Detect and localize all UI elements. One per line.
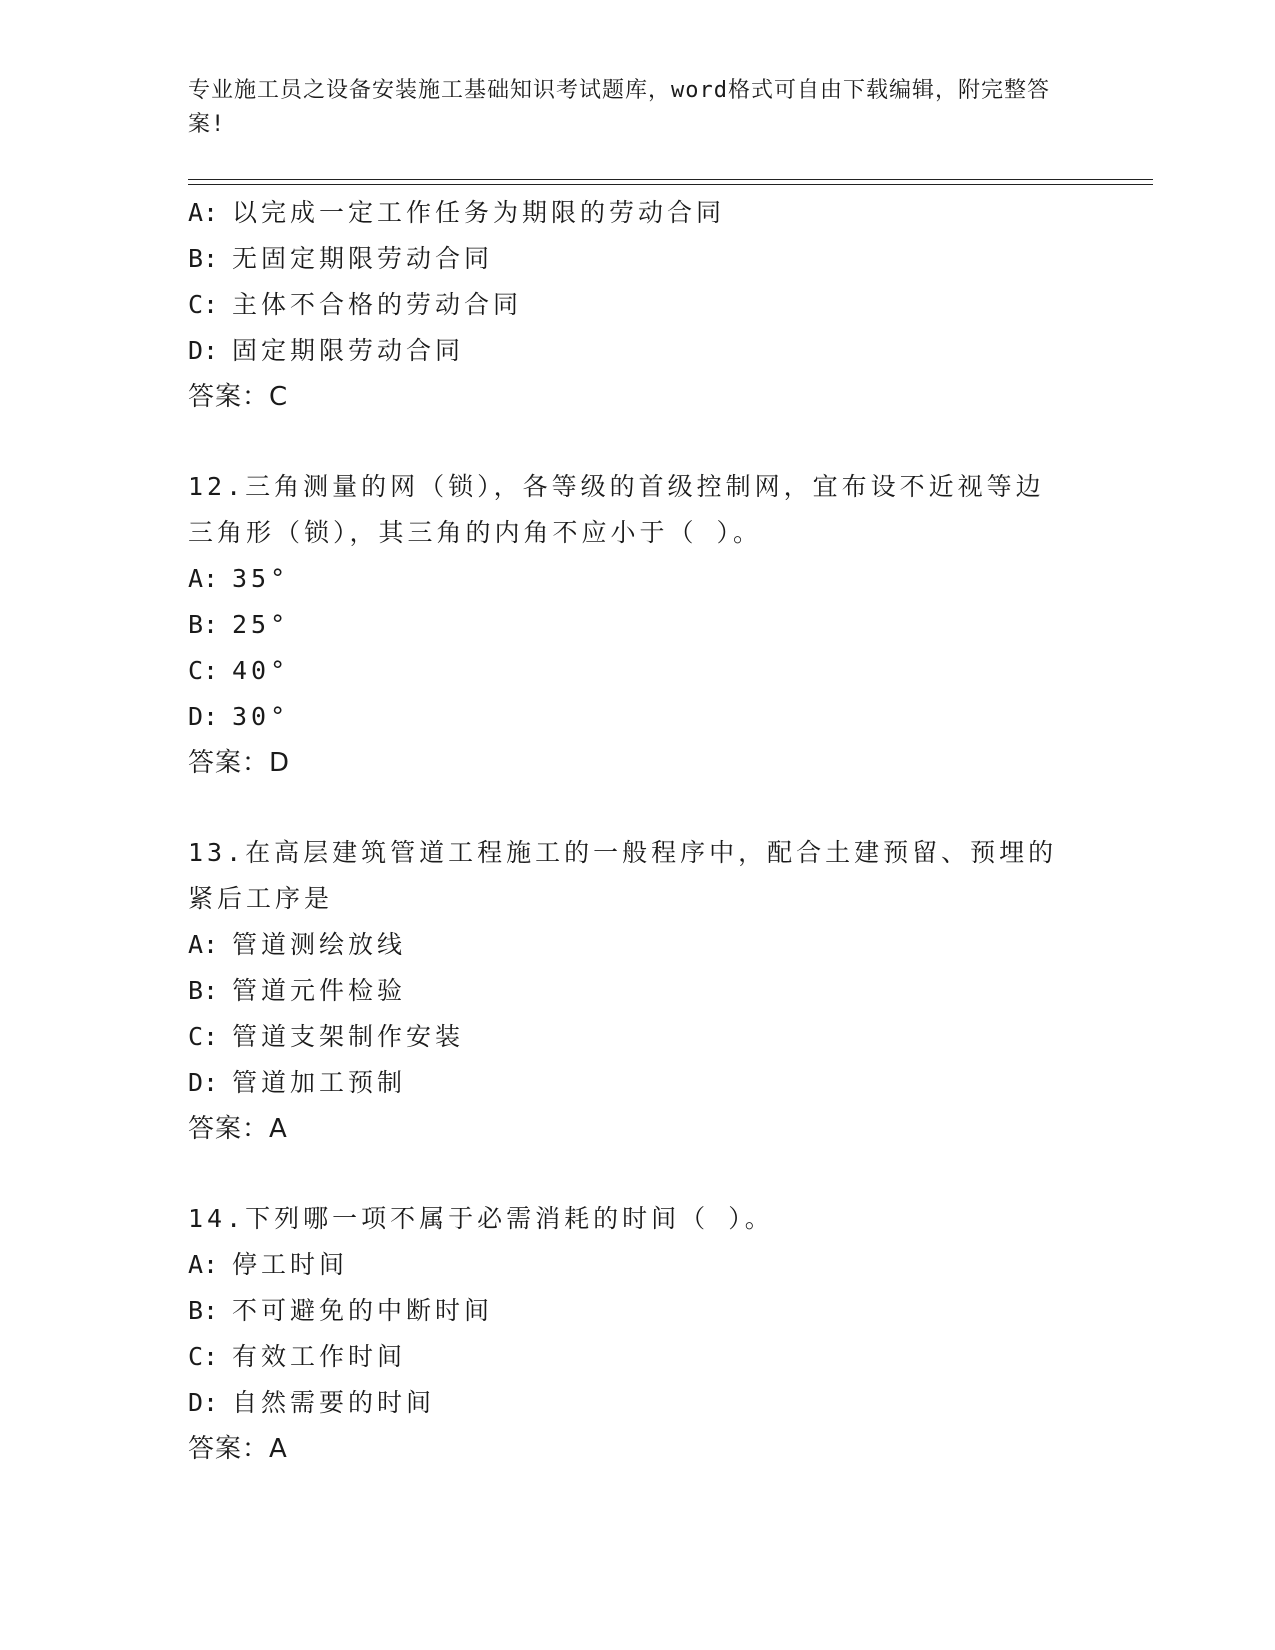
option-text: 30° (232, 702, 290, 731)
question-block-13 (188, 830, 1088, 1152)
option-b (188, 968, 1088, 1014)
option-b (188, 1288, 1088, 1334)
option-d (188, 694, 1088, 740)
option-label: B: (188, 976, 219, 1005)
option-label: D: (188, 702, 219, 731)
option-text: 35° (232, 564, 290, 593)
option-d (188, 1380, 1088, 1426)
option-a (188, 556, 1088, 602)
option-label: B: (188, 1296, 219, 1325)
question-block-11 (188, 190, 1088, 420)
option-label: C: (188, 656, 219, 685)
option-label: A: (188, 930, 219, 959)
option-text: 25° (232, 610, 290, 639)
option-text: 有效工作时间 (232, 1342, 407, 1371)
header-divider-top (188, 179, 1153, 180)
header-divider-bottom (188, 184, 1153, 185)
option-label: D: (188, 1068, 219, 1097)
document-header: 专业施工员之设备安装施工基础知识考试题库，word格式可自由下载编辑，附完整答案! (188, 78, 1050, 137)
option-b (188, 602, 1088, 648)
option-label: A: (188, 198, 219, 227)
option-b (188, 236, 1088, 282)
option-label: C: (188, 1022, 219, 1051)
option-text: 管道元件检验 (232, 976, 407, 1005)
answer-line: 答案：A (188, 1434, 288, 1464)
question-text: 13.在高层建筑管道工程施工的一般程序中，配合土建预留、预埋的紧后工序是 (188, 838, 1058, 913)
option-label: C: (188, 290, 219, 319)
option-a (188, 922, 1088, 968)
option-label: D: (188, 336, 219, 365)
option-label: A: (188, 1250, 219, 1279)
option-c (188, 1014, 1088, 1060)
question-text: 14.下列哪一项不属于必需消耗的时间（ ）。 (188, 1204, 774, 1233)
option-text: 自然需要的时间 (232, 1388, 436, 1417)
option-label: B: (188, 244, 219, 273)
option-text: 管道测绘放线 (232, 930, 407, 959)
option-text: 以完成一定工作任务为期限的劳动合同 (232, 198, 726, 227)
answer-line: 答案：C (188, 382, 289, 412)
question-text: 12.三角测量的网（锁），各等级的首级控制网，宜布设不近视等边三角形（锁），其三角的内角不应小于（ ）。 (188, 472, 1045, 547)
option-text: 主体不合格的劳动合同 (232, 290, 523, 319)
option-a (188, 190, 1088, 236)
question-list (188, 190, 1088, 1472)
option-d (188, 1060, 1088, 1106)
option-text: 固定期限劳动合同 (232, 336, 465, 365)
option-d (188, 328, 1088, 374)
option-text: 停工时间 (232, 1250, 349, 1279)
question-block-12 (188, 464, 1088, 786)
option-text: 40° (232, 656, 290, 685)
option-c (188, 1334, 1088, 1380)
answer-line: 答案：A (188, 1114, 288, 1144)
option-text: 不可避免的中断时间 (232, 1296, 494, 1325)
option-label: C: (188, 1342, 219, 1371)
option-label: D: (188, 1388, 219, 1417)
option-label: A: (188, 564, 219, 593)
question-block-14 (188, 1196, 1088, 1472)
option-c (188, 648, 1088, 694)
option-text: 管道加工预制 (232, 1068, 407, 1097)
option-c (188, 282, 1088, 328)
option-label: B: (188, 610, 219, 639)
answer-line: 答案：D (188, 748, 291, 778)
option-a (188, 1242, 1088, 1288)
option-text: 管道支架制作安装 (232, 1022, 465, 1051)
option-text: 无固定期限劳动合同 (232, 244, 494, 273)
